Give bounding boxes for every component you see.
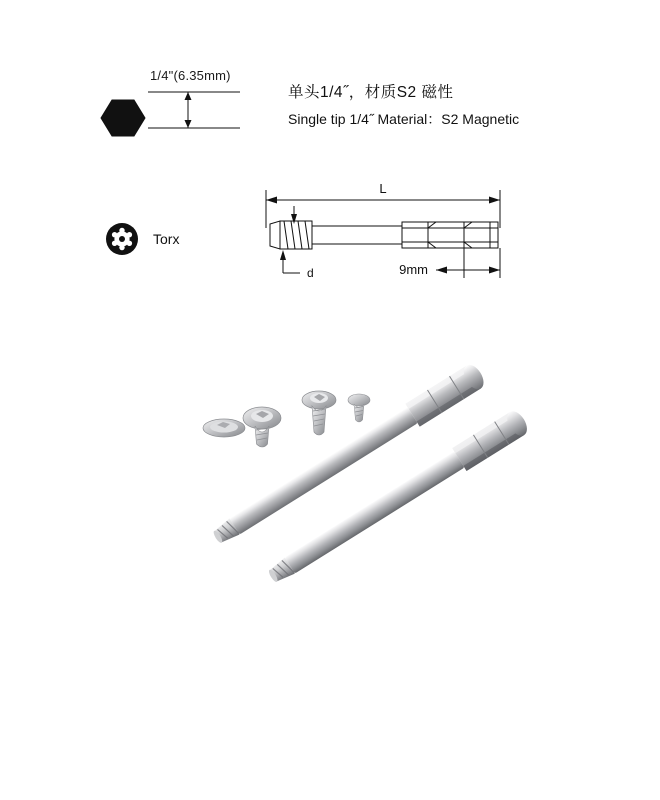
torx-drive-block <box>105 222 179 256</box>
torx-bits-and-screws-photo <box>95 348 575 588</box>
spec-header-text <box>288 82 628 130</box>
tip-diameter-label: d <box>307 266 314 280</box>
spec-title-chinese: 单头1/4˝，材质S2 磁性 <box>288 84 454 101</box>
bit-technical-drawing <box>250 178 520 298</box>
shank-length-label: 9mm <box>399 262 428 277</box>
shank-dimension-arrows <box>148 90 258 142</box>
hexagon-shank-icon <box>100 98 146 138</box>
spec-title-english: Single tip 1/4˝ Material：S2 Magnetic <box>288 111 520 127</box>
screw-item <box>243 407 281 447</box>
screw-item <box>203 419 245 437</box>
screw-item <box>302 391 336 435</box>
torx-star-icon <box>105 222 139 256</box>
hex-shank-spec <box>100 68 280 138</box>
length-dimension-label: L <box>379 181 387 196</box>
shank-dimension-label: 1/4"(6.35mm) <box>150 68 231 83</box>
torx-label: Torx <box>153 231 180 247</box>
screw-item <box>348 394 370 422</box>
